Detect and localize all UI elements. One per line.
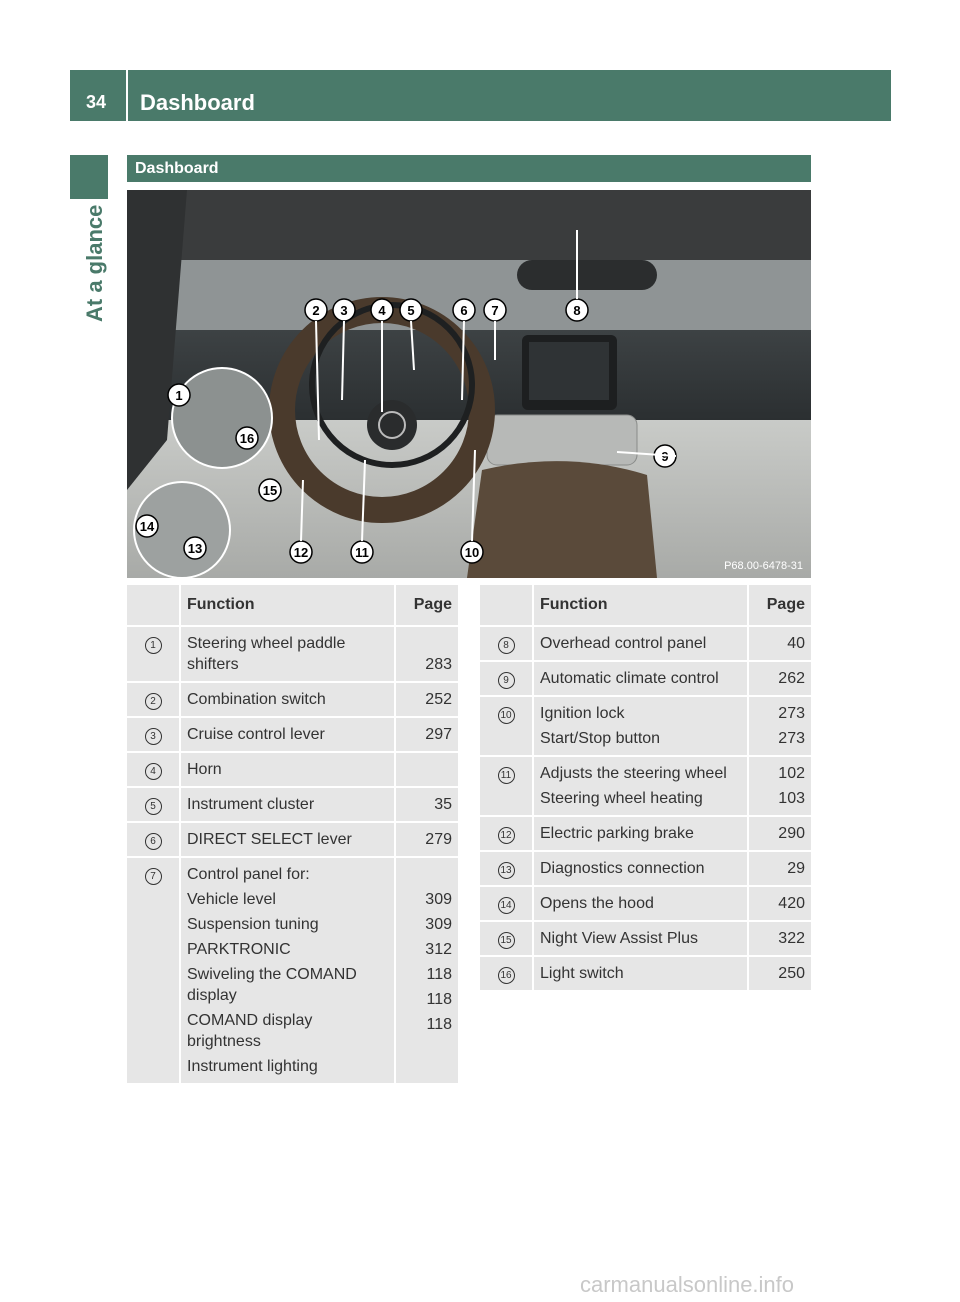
- header-divider: [126, 70, 128, 121]
- page-cell: 40: [747, 627, 811, 662]
- function-cell: Ignition lock Start/Stop button: [534, 697, 747, 757]
- svg-text:7: 7: [491, 303, 499, 318]
- function-cell: Diagnostics connection: [534, 852, 747, 887]
- callout-11: [351, 541, 373, 563]
- page-number: 34: [86, 92, 107, 112]
- page-cell: 322: [747, 922, 811, 957]
- function-cell: Light switch: [534, 957, 747, 992]
- page-cell: 250: [747, 957, 811, 992]
- page-title: Dashboard: [140, 90, 255, 115]
- col-function: Function: [181, 585, 394, 627]
- table-row: [127, 788, 458, 823]
- callout-1: [168, 384, 190, 406]
- callout-10: [461, 541, 483, 563]
- function-cell: Steering wheel paddle shifters: [181, 627, 394, 683]
- page-cell: 297: [394, 718, 458, 753]
- page-cell: 420: [747, 887, 811, 922]
- callout-15: [259, 479, 281, 501]
- function-cell: Control panel for: Vehicle level Suspension tuning PARKTRONIC Swiveling the COMAND display COMAND display brightness Instrument lighting: [181, 858, 394, 1085]
- page-cell: 252: [394, 683, 458, 718]
- callout-number-icon: 1: [145, 637, 162, 654]
- callout-number-icon: 4: [145, 763, 162, 780]
- page-cell: 29: [747, 852, 811, 887]
- table-row: [127, 718, 458, 753]
- svg-text:15: 15: [262, 483, 278, 498]
- svg-text:10: 10: [464, 545, 480, 560]
- callout-number-icon: 2: [145, 693, 162, 710]
- page-cell: 35: [394, 788, 458, 823]
- function-cell: Night View Assist Plus: [534, 922, 747, 957]
- svg-text:8: 8: [573, 303, 581, 318]
- page-cell: 283: [394, 627, 458, 683]
- svg-text:11: 11: [355, 545, 369, 560]
- watermark: carmanualsonline.info: [580, 1272, 795, 1297]
- callout-number-icon: 11: [498, 767, 515, 784]
- page-cell: 262: [747, 662, 811, 697]
- section-title: Dashboard: [135, 160, 219, 177]
- function-cell: Instrument cluster: [181, 788, 394, 823]
- function-cell: DIRECT SELECT lever: [181, 823, 394, 858]
- table-row: [480, 887, 811, 922]
- svg-text:1: 1: [175, 388, 183, 403]
- svg-text:3: 3: [340, 303, 348, 318]
- callout-4: [371, 299, 393, 321]
- callout-12: [290, 541, 312, 563]
- callout-3: [333, 299, 355, 321]
- callout-6: [453, 299, 475, 321]
- callout-number-icon: 7: [145, 868, 162, 885]
- table-row: [127, 753, 458, 788]
- function-table-right: [480, 585, 811, 992]
- function-table-left: [127, 585, 458, 1085]
- callout-5: [400, 299, 422, 321]
- page-cell: 102 103: [747, 757, 811, 817]
- callout-13: [184, 537, 206, 559]
- function-cell: Combination switch: [181, 683, 394, 718]
- callout-number-icon: 3: [145, 728, 162, 745]
- table-row: [127, 627, 458, 683]
- svg-text:9: 9: [661, 449, 669, 464]
- callout-7: [484, 299, 506, 321]
- svg-text:13: 13: [187, 541, 203, 556]
- page-cell: 290: [747, 817, 811, 852]
- callout-number-icon: 15: [498, 932, 515, 949]
- table-row: [127, 683, 458, 718]
- callout-16: [236, 427, 258, 449]
- callout-number-icon: 16: [498, 967, 515, 984]
- section-bar: [127, 155, 811, 182]
- page-cell: 279: [394, 823, 458, 858]
- image-id: P68.00-6478-31: [724, 560, 803, 572]
- table-row: [480, 957, 811, 992]
- col-page: Page: [394, 585, 458, 627]
- svg-text:4: 4: [378, 303, 386, 318]
- side-color-block: [70, 155, 108, 199]
- table-row: [480, 662, 811, 697]
- dashboard-photo: [127, 190, 811, 578]
- callout-number-icon: 12: [498, 827, 515, 844]
- function-cell: Overhead control panel: [534, 627, 747, 662]
- side-tab-label: At a glance: [82, 204, 107, 322]
- callout-number-icon: 10: [498, 707, 515, 724]
- svg-text:5: 5: [407, 303, 415, 318]
- callout-2: [305, 299, 327, 321]
- callout-number-icon: 8: [498, 637, 515, 654]
- function-cell: Adjusts the steering wheel Steering wheel heating: [534, 757, 747, 817]
- function-cell: Automatic climate control: [534, 662, 747, 697]
- table-row: [127, 823, 458, 858]
- svg-text:14: 14: [139, 519, 155, 534]
- col-function: Function: [534, 585, 747, 627]
- function-cell: Electric parking brake: [534, 817, 747, 852]
- callout-14: [136, 515, 158, 537]
- page-cell: [394, 753, 458, 788]
- table-row: [480, 757, 811, 817]
- function-cell: Opens the hood: [534, 887, 747, 922]
- table-row: [480, 697, 811, 757]
- svg-text:16: 16: [239, 431, 255, 446]
- table-row: [480, 817, 811, 852]
- table-row: [480, 922, 811, 957]
- table-row: [480, 627, 811, 662]
- svg-text:6: 6: [460, 303, 468, 318]
- callout-number-icon: 9: [498, 672, 515, 689]
- page-cell: 273 273: [747, 697, 811, 757]
- callout-8: [566, 299, 588, 321]
- function-cell: Cruise control lever: [181, 718, 394, 753]
- callout-number-icon: 13: [498, 862, 515, 879]
- function-cell: Horn: [181, 753, 394, 788]
- callout-number-icon: 5: [145, 798, 162, 815]
- svg-text:2: 2: [312, 303, 320, 318]
- col-page: Page: [747, 585, 811, 627]
- svg-text:12: 12: [293, 545, 309, 560]
- callout-number-icon: 14: [498, 897, 515, 914]
- page-cell: 309 309 312 118 118 118: [394, 858, 458, 1085]
- table-row: [480, 852, 811, 887]
- table-row: [127, 858, 458, 1085]
- callout-number-icon: 6: [145, 833, 162, 850]
